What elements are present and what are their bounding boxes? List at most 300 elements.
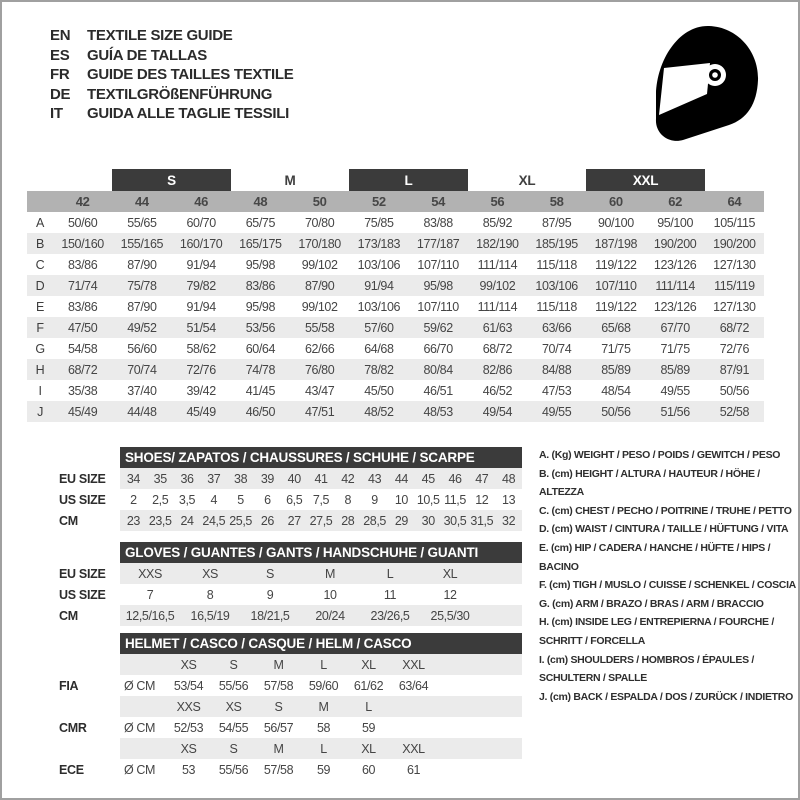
- spacer: [57, 696, 120, 717]
- measurement-cell: 82/86: [482, 362, 513, 377]
- gloves-size-cell: 7: [146, 587, 154, 602]
- gloves-size-cell: 12: [443, 587, 457, 602]
- measurement-cell: 50/60: [67, 215, 98, 230]
- legend-item-d: D. (cm) WAIST / CINTURA / TAILLE / HÜFTUNG / VITA: [539, 523, 789, 536]
- shoes-size-cell: 48: [495, 468, 522, 489]
- shoes-size-cell: 2,5: [152, 492, 169, 507]
- helmet-size-cell: XS: [211, 696, 256, 717]
- measurement-cell: 49/55: [541, 404, 572, 419]
- helmet-rows: [57, 654, 522, 780]
- size-col-header: 56: [468, 191, 527, 212]
- helmet-value-cell: 61/62: [353, 678, 384, 693]
- gloves-size-cell: 11: [383, 587, 397, 602]
- helmet-value-cell: [391, 717, 436, 738]
- helmet-value-cell: 63/64: [398, 678, 429, 693]
- measurement-cell: 119/122: [595, 299, 637, 314]
- row-label: US SIZE: [59, 492, 106, 507]
- measurement-cell: 64/68: [364, 341, 394, 356]
- row-letter: G: [35, 341, 45, 356]
- measurement-cell: 91/94: [364, 278, 394, 293]
- measurement-cell: 95/98: [245, 257, 276, 272]
- spacer: [120, 654, 166, 675]
- spacer: [57, 738, 120, 759]
- shoes-size-cell: 44: [388, 468, 415, 489]
- language-title: TEXTILE SIZE GUIDE: [87, 27, 233, 44]
- size-group-l: L: [349, 169, 468, 191]
- measurement-cell: 87/90: [127, 299, 157, 314]
- measurement-cell: 45/49: [186, 404, 216, 419]
- diameter-label: Ø CM: [124, 678, 156, 693]
- measurement-cell: 115/118: [536, 299, 577, 314]
- measurement-cell: 170/180: [298, 236, 341, 251]
- row-letter: H: [35, 362, 45, 377]
- language-code: ES: [50, 46, 70, 64]
- gloves-size-cell: 23/26,5: [360, 605, 420, 626]
- helmet-size-cell: XXS: [166, 696, 211, 717]
- measurement-cell: 45/49: [67, 404, 98, 419]
- shoes-size-cell: 43: [361, 468, 388, 489]
- row-letter: J: [37, 404, 43, 419]
- measurement-cell: 103/106: [357, 257, 401, 272]
- row-letter: C: [35, 257, 45, 272]
- shoes-section: [57, 447, 522, 531]
- measurement-cell: 95/100: [657, 215, 694, 230]
- measurement-cell: 107/110: [417, 299, 459, 314]
- row-letter: A: [36, 215, 44, 230]
- spacer: [120, 696, 166, 717]
- measurement-cell: 68/72: [719, 320, 750, 335]
- size-group-xxl: XXL: [586, 169, 705, 191]
- measurement-cell: 51/56: [660, 404, 690, 419]
- measurement-cell: 43/47: [304, 383, 335, 398]
- helmet-size-cell: L: [301, 654, 346, 675]
- row-letter: B: [36, 236, 44, 251]
- helmet-value-cell: 59: [316, 762, 331, 777]
- measurement-cell: 68/72: [67, 362, 98, 377]
- language-code: FR: [50, 66, 70, 83]
- shoes-size-cell: 2: [130, 492, 137, 507]
- helmet-size-cell: M: [256, 654, 301, 675]
- measurement-row: [27, 212, 764, 233]
- shoes-size-cell: 28,5: [361, 510, 388, 531]
- shoes-size-cell: 35: [147, 468, 174, 489]
- measurement-row: [27, 317, 764, 338]
- shoes-size-cell: 24,5: [200, 510, 227, 531]
- measurement-cell: 60/64: [245, 341, 276, 356]
- measurement-cell: 66/70: [423, 341, 453, 356]
- shoes-size-cell: 31,5: [468, 510, 495, 531]
- row-letter: F: [36, 320, 44, 335]
- measurement-cell: 72/76: [719, 341, 750, 356]
- measurement-cell: 115/119: [714, 278, 755, 293]
- measurement-cell: 72/76: [186, 362, 216, 377]
- helmet-value-cell: 54/55: [218, 720, 249, 735]
- size-col-header: 62: [646, 191, 705, 212]
- measurement-cell: 111/114: [655, 278, 695, 293]
- gloves-size-cell: 18/21,5: [240, 605, 300, 626]
- measurement-cell: 70/74: [127, 362, 157, 377]
- measurement-cell: 75/85: [364, 215, 394, 230]
- shoes-size-cell: 3,5: [178, 492, 196, 507]
- measurement-cell: 50/56: [601, 404, 631, 419]
- measurement-cell: 87/91: [719, 362, 750, 377]
- measurement-cell: 47/53: [541, 383, 572, 398]
- measurement-cell: 99/102: [301, 257, 338, 272]
- shoes-size-row: [57, 489, 522, 510]
- shoes-size-cell: 23: [120, 510, 147, 531]
- helmet-size-cell: L: [346, 696, 391, 717]
- measurement-cell: 41/45: [245, 383, 276, 398]
- helmet-value-cell: 55/56: [218, 762, 249, 777]
- shoes-size-cell: 38: [227, 468, 254, 489]
- measurement-cell: 150/160: [61, 236, 104, 251]
- spacer: [27, 169, 112, 191]
- measurement-cell: 50/56: [719, 383, 750, 398]
- language-title: GUIDA ALLE TAGLIE TESSILI: [87, 105, 289, 122]
- legend-item-b: B. (cm) HEIGHT / ALTURA / HAUTEUR / HÖHE / ALTEZZA: [539, 467, 760, 499]
- spacer: [57, 542, 120, 563]
- shoes-size-cell: 24: [174, 510, 201, 531]
- helmet-size-cell: XXL: [391, 738, 436, 759]
- measurement-cell: 107/110: [595, 278, 637, 293]
- measurement-cell: 65/68: [601, 320, 631, 335]
- measurement-cell: 53/56: [245, 320, 276, 335]
- shoes-size-row: [57, 510, 522, 531]
- shoes-size-cell: 29: [388, 510, 415, 531]
- row-label: EU SIZE: [59, 566, 106, 581]
- shoes-size-cell: 28: [334, 510, 361, 531]
- spacer: [57, 447, 120, 468]
- helmet-value-row: [57, 675, 522, 696]
- helmet-value-cell: 60: [361, 762, 376, 777]
- helmet-value-cell: 56/57: [263, 720, 294, 735]
- measurement-cell: 87/90: [304, 278, 335, 293]
- measurement-cell: 83/86: [67, 299, 98, 314]
- gloves-size-cell: 10: [323, 587, 337, 602]
- measurement-cell: 67/70: [660, 320, 690, 335]
- gloves-size-cell: XL: [420, 563, 480, 584]
- measurement-cell: 65/75: [245, 215, 276, 230]
- measurement-cell: 185/195: [535, 236, 578, 251]
- corner-cell: [27, 191, 53, 212]
- gloves-rows: [57, 563, 522, 626]
- measurement-cell: 119/122: [595, 257, 637, 272]
- certification-label: CMR: [59, 720, 87, 735]
- helmet-value-cell: 58: [316, 720, 331, 735]
- helmet-value-row: [57, 717, 522, 738]
- row-letter: D: [35, 278, 45, 293]
- helmet-size-row: [57, 696, 522, 717]
- shoes-size-cell: 26: [254, 510, 281, 531]
- shoes-size-cell: 47: [468, 468, 495, 489]
- row-label: EU SIZE: [59, 471, 106, 486]
- measurement-cell: 115/118: [536, 257, 577, 272]
- measurement-cell: 103/106: [535, 278, 578, 293]
- gloves-size-cell: XS: [180, 563, 240, 584]
- measurement-cell: 76/80: [304, 362, 335, 377]
- measurement-row: [27, 380, 764, 401]
- measurement-cell: 71/75: [660, 341, 690, 356]
- diameter-label: Ø CM: [124, 720, 156, 735]
- shoes-title-bar: SHOES/ ZAPATOS / CHAUSSURES / SCHUHE / SCARPE: [120, 447, 522, 468]
- measurement-cell: 46/50: [245, 404, 276, 419]
- measurement-cell: 39/42: [186, 383, 216, 398]
- measurement-cell: 83/86: [245, 278, 276, 293]
- gloves-size-cell: 16,5/19: [180, 605, 240, 626]
- measurement-cell: 127/130: [713, 299, 756, 314]
- size-col-header: 64: [705, 191, 764, 212]
- size-col-header: 50: [290, 191, 349, 212]
- measurement-cell: 83/86: [67, 257, 98, 272]
- gloves-size-row: [57, 605, 522, 626]
- shoes-size-cell: 12: [475, 492, 489, 507]
- legend-item-i: I. (cm) SHOULDERS / HOMBROS / ÉPAULES / SCHULTERN / SPALLE: [539, 653, 755, 685]
- measurement-cell: 187/198: [594, 236, 638, 251]
- measurement-cell: 46/52: [482, 383, 513, 398]
- filler: [480, 584, 522, 605]
- helmet-size-cell: XL: [346, 738, 391, 759]
- filler: [480, 563, 522, 584]
- size-group-xl: XL: [518, 172, 536, 188]
- measurement-cell: 95/98: [245, 299, 276, 314]
- legend-item-f: F. (cm) TIGH / MUSLO / CUISSE / SCHENKEL / COSCIA: [539, 579, 796, 592]
- shoes-size-cell: 34: [120, 468, 147, 489]
- gloves-title-bar: GLOVES / GUANTES / GANTS / HANDSCHUHE / GUANTI: [120, 542, 522, 563]
- shoes-size-cell: 11,5: [444, 492, 466, 507]
- shoes-rows: [57, 468, 522, 531]
- measurement-cell: 47/51: [304, 404, 335, 419]
- measurement-cell: 63/66: [541, 320, 572, 335]
- helmet-value-cell: 52/53: [173, 720, 204, 735]
- measurement-cell: 105/115: [713, 215, 756, 230]
- measurement-legend: [539, 446, 800, 706]
- measurement-cell: 49/52: [127, 320, 157, 335]
- measurement-cell: 182/190: [476, 236, 519, 251]
- helmet-size-cell: M: [301, 696, 346, 717]
- shoes-size-cell: 23,5: [147, 510, 174, 531]
- size-col-header: 60: [586, 191, 645, 212]
- measurement-cell: 85/92: [482, 215, 513, 230]
- row-label: CM: [59, 513, 78, 528]
- measurement-cell: 79/82: [186, 278, 216, 293]
- language-title: GUIDE DES TAILLES TEXTILE: [87, 66, 294, 83]
- shoes-size-cell: 32: [495, 510, 522, 531]
- shoes-size-cell: 39: [254, 468, 281, 489]
- helmet-size-cell: M: [256, 738, 301, 759]
- spacer: [57, 633, 120, 654]
- language-row: [50, 65, 293, 85]
- shoes-size-cell: 42: [334, 468, 361, 489]
- measurement-cell: 87/90: [127, 257, 157, 272]
- gloves-title-row: [57, 542, 522, 563]
- size-col-header: 44: [112, 191, 171, 212]
- certification-label: FIA: [59, 678, 79, 693]
- shoes-size-cell: 10,5: [416, 492, 440, 507]
- row-label: CM: [59, 608, 78, 623]
- measurement-cell: 51/54: [186, 320, 216, 335]
- gloves-size-cell: S: [240, 563, 300, 584]
- measurement-cell: 123/126: [653, 299, 697, 314]
- helmet-size-row: [57, 738, 522, 759]
- shoes-size-cell: 10: [394, 492, 408, 507]
- helmet-value-cell: 61: [406, 762, 421, 777]
- measurement-cell: 80/84: [423, 362, 453, 377]
- measurement-cell: 55/58: [304, 320, 335, 335]
- legend-item-e: E. (cm) HIP / CADERA / HANCHE / HÜFTE / HIPS / BACINO: [539, 541, 771, 573]
- measurement-cell: 60/70: [186, 215, 216, 230]
- filler: [436, 759, 522, 780]
- legend-item-j: J. (cm) BACK / ESPALDA / DOS / ZURÜCK / INDIETRO: [539, 690, 793, 703]
- gloves-size-cell: 20/24: [300, 605, 360, 626]
- shoes-size-cell: 30,5: [442, 510, 469, 531]
- helmet-size-row: [57, 654, 522, 675]
- measurement-cell: 56/60: [127, 341, 157, 356]
- language-code: EN: [50, 27, 71, 44]
- helmet-value-cell: 57/58: [263, 678, 294, 693]
- helmet-size-cell: [391, 696, 436, 717]
- row-letter: E: [36, 299, 44, 314]
- shoes-size-cell: 30: [415, 510, 442, 531]
- gloves-size-cell: M: [300, 563, 360, 584]
- language-code: DE: [50, 85, 71, 103]
- measurement-cell: 48/53: [423, 404, 453, 419]
- language-row: [50, 26, 293, 46]
- measurement-cell: 173/183: [357, 236, 401, 251]
- filler: [436, 675, 522, 696]
- measurement-cell: 49/54: [482, 404, 513, 419]
- measurement-cell: 111/114: [477, 257, 518, 272]
- measurement-cell: 85/89: [601, 362, 631, 377]
- measurement-cell: 71/75: [601, 341, 631, 356]
- shoes-title-row: [57, 447, 522, 468]
- helmet-title-bar: HELMET / CASCO / CASQUE / HELM / CASCO: [120, 633, 522, 654]
- measurement-cell: 90/100: [597, 215, 634, 230]
- measurement-cell: 103/106: [357, 299, 401, 314]
- measurement-cell: 37/40: [127, 383, 157, 398]
- shoes-size-cell: 45: [415, 468, 442, 489]
- measurement-cell: 78/82: [364, 362, 394, 377]
- helmet-size-cell: S: [211, 738, 256, 759]
- measurement-cell: 62/66: [304, 341, 335, 356]
- measurement-cell: 99/102: [479, 278, 516, 293]
- measurement-row: [27, 296, 764, 317]
- helmet-title-row: [57, 633, 522, 654]
- measurement-cell: 54/58: [67, 341, 98, 356]
- gloves-size-cell: 25,5/30: [420, 605, 480, 626]
- measurement-cell: 87/95: [541, 215, 572, 230]
- measurement-cell: 47/50: [67, 320, 98, 335]
- language-row: [50, 104, 293, 124]
- measurement-cell: 68/72: [482, 341, 513, 356]
- measurement-cell: 85/89: [660, 362, 690, 377]
- measurement-cell: 44/48: [127, 404, 157, 419]
- measurement-cell: 99/102: [301, 299, 338, 314]
- language-title: GUÍA DE TALLAS: [87, 46, 207, 64]
- shoes-size-cell: 13: [502, 492, 516, 507]
- measurement-cell: 84/88: [541, 362, 572, 377]
- shoes-size-cell: 36: [174, 468, 201, 489]
- size-col-header: 48: [231, 191, 290, 212]
- measurement-row: [27, 359, 764, 380]
- shoes-size-cell: 8: [344, 492, 352, 507]
- measurement-cell: 59/62: [423, 320, 453, 335]
- measurement-cell: 160/170: [179, 236, 223, 251]
- legend-item-c: C. (cm) CHEST / PECHO / POITRINE / TRUHE / PETTO: [539, 504, 792, 517]
- size-group-row: [27, 169, 764, 191]
- measurement-cell: 95/98: [423, 278, 453, 293]
- shoes-size-cell: 27: [281, 510, 308, 531]
- shoes-size-cell: 37: [200, 468, 227, 489]
- helmet-value-cell: 59: [361, 720, 376, 735]
- gloves-size-row: [57, 563, 522, 584]
- gloves-size-row: [57, 584, 522, 605]
- language-title-list: [50, 26, 293, 124]
- size-col-header: 42: [53, 191, 112, 212]
- measurement-cell: 127/130: [713, 257, 756, 272]
- gloves-section: [57, 542, 522, 626]
- filler: [480, 605, 522, 626]
- shoes-size-cell: 40: [281, 468, 308, 489]
- measurement-cell: 74/78: [245, 362, 276, 377]
- helmet-value-cell: 53: [181, 762, 196, 777]
- shoes-size-cell: 41: [308, 468, 335, 489]
- helmet-value-cell: 55/56: [218, 678, 249, 693]
- helmet-size-cell: L: [301, 738, 346, 759]
- measurement-cell: 55/65: [127, 215, 157, 230]
- helmet-size-cell: S: [256, 696, 301, 717]
- shoes-size-cell: 6: [264, 492, 271, 507]
- measurement-row: [27, 275, 764, 296]
- shoes-size-cell: 25,5: [227, 510, 254, 531]
- gloves-size-cell: 8: [206, 587, 214, 602]
- certification-label: ECE: [59, 762, 84, 777]
- row-label: US SIZE: [59, 587, 106, 602]
- measurement-cell: 70/74: [541, 341, 572, 356]
- gloves-size-cell: 12,5/16,5: [120, 605, 180, 626]
- measurement-cell: 190/200: [653, 236, 697, 251]
- measurement-cell: 58/62: [186, 341, 216, 356]
- shoes-size-cell: 9: [371, 492, 378, 507]
- measurement-cell: 177/187: [416, 236, 460, 251]
- shoes-size-cell: 46: [442, 468, 469, 489]
- legend-item-h: H. (cm) INSIDE LEG / ENTREPIERNA / FOURCHE / SCHRITT / FORCELLA: [539, 616, 774, 647]
- language-row: [50, 85, 293, 105]
- shoes-size-cell: 6,5: [286, 492, 303, 507]
- shoes-size-cell: 27,5: [308, 510, 335, 531]
- helmet-value-cell: 53/54: [173, 678, 204, 693]
- helmet-size-cell: XS: [166, 654, 211, 675]
- measurement-cell: 83/88: [423, 215, 453, 230]
- measurement-row: [27, 338, 764, 359]
- gloves-size-cell: XXS: [120, 563, 180, 584]
- helmet-size-cell: XXL: [391, 654, 436, 675]
- spacer: [120, 738, 166, 759]
- shoes-size-cell: 5: [237, 492, 244, 507]
- helmet-value-cell: 57/58: [263, 762, 294, 777]
- size-col-header: 54: [409, 191, 468, 212]
- measurement-cell: 91/94: [186, 257, 216, 272]
- size-number-row: [27, 191, 764, 212]
- measurement-cell: 71/74: [67, 278, 98, 293]
- gloves-size-cell: 9: [266, 587, 274, 602]
- helmet-value-row: [57, 759, 522, 780]
- helmet-size-cell: S: [211, 654, 256, 675]
- measurement-cell: 111/114: [477, 299, 518, 314]
- measurement-cell: 48/54: [601, 383, 631, 398]
- helmet-size-cell: XL: [346, 654, 391, 675]
- measurement-cell: 49/55: [660, 383, 690, 398]
- helmet-value-cell: 59/60: [308, 678, 339, 693]
